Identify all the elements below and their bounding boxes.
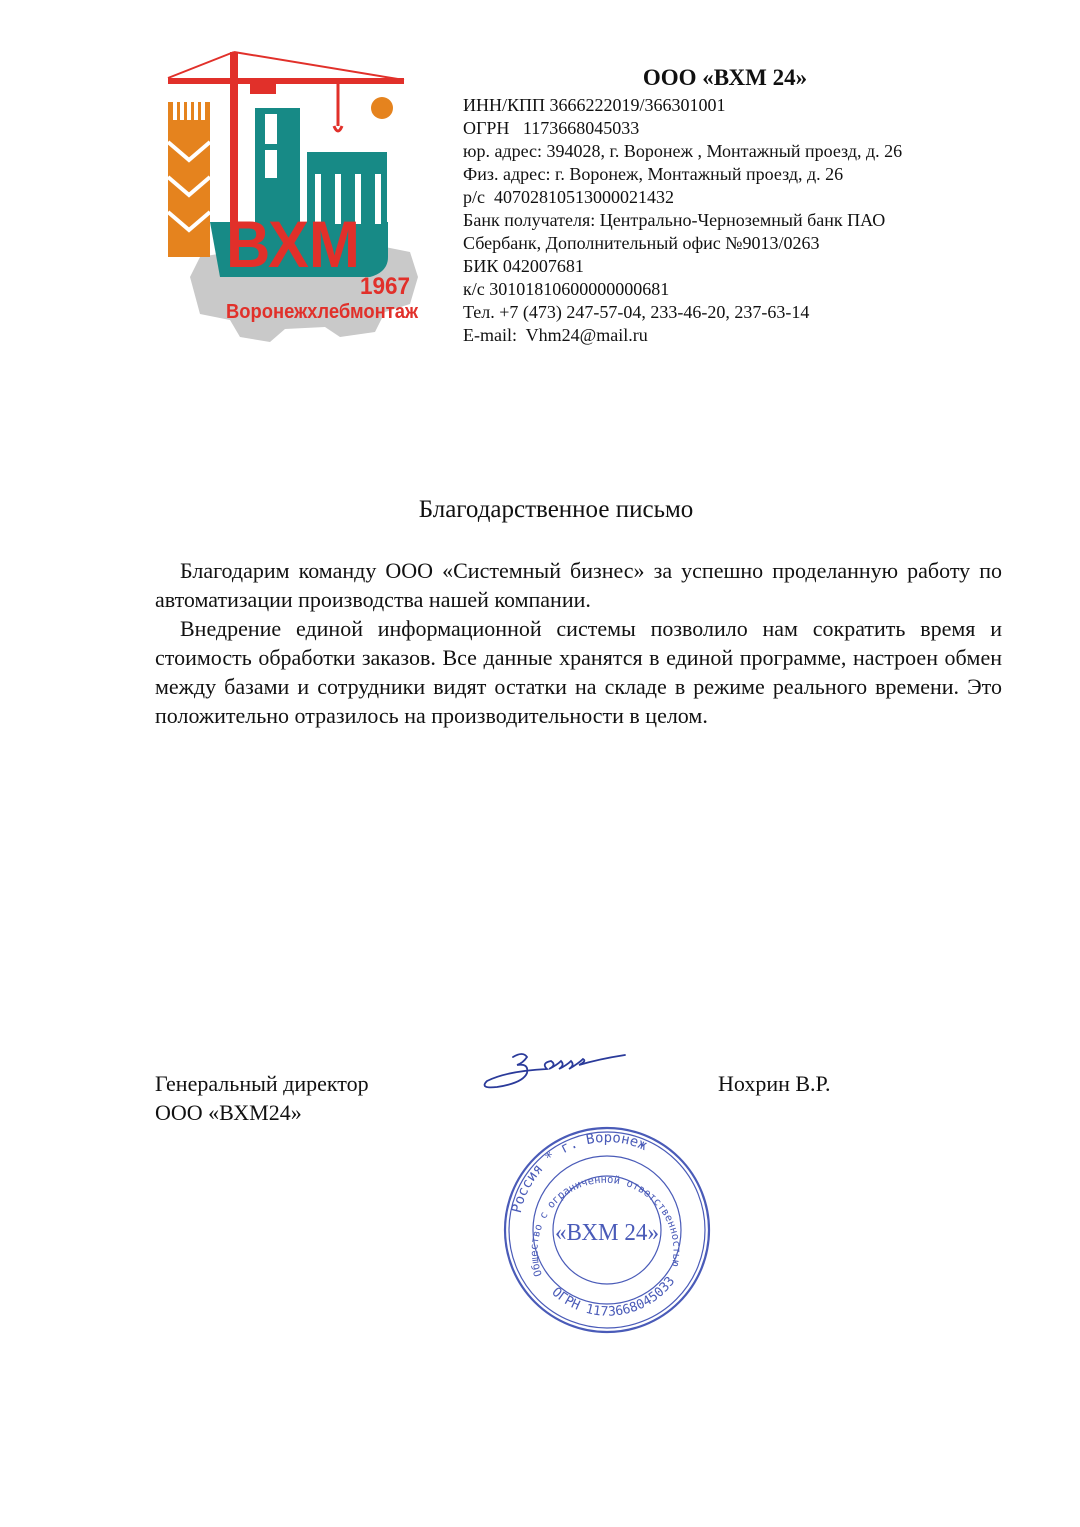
stamp-center-text: «ВХМ 24» (555, 1220, 659, 1246)
handwritten-signature (483, 1045, 638, 1095)
company-requisites (463, 94, 902, 347)
requisite-physical-address: Физ. адрес: г. Воронеж, Монтажный проезд, д. 26 (463, 164, 844, 184)
stamp-bottom-text: ОГРН 1173668045033 (548, 1274, 679, 1320)
requisite-bank-office: Сбербанк, Дополнительный офис №9013/0263 (463, 233, 820, 253)
signer-company: ООО «ВХМ24» (155, 1100, 302, 1125)
requisite-inn: ИНН/КПП 3666222019/366301001 (463, 95, 726, 115)
signer-title: Генеральный директор (155, 1071, 369, 1096)
letter-paragraph: Благодарим команду ООО «Системный бизнес» за успешно проделанную работу по автоматизации производства нашей компании. (155, 558, 1002, 612)
letter-title: Благодарственное письмо (418, 496, 694, 523)
requisite-ogrn: ОГРН 1173668045033 (463, 118, 640, 138)
signer-position (155, 1069, 369, 1127)
logo-abbr: ВХМ (226, 207, 360, 281)
letter-body (155, 556, 1002, 730)
letter-paragraph: Внедрение единой информационной системы позволило нам сократить время и стоимость обработки заказов. Все данные хранятся в единой программе, настроен обмен между базами и сотрудники видят остатки на складе в режиме реального времени. Это положительно отразилось на производительности в целом. (155, 616, 1002, 728)
requisite-bik: БИК 042007681 (463, 256, 584, 276)
requisite-legal-address: юр. адрес: 394028, г. Воронеж , Монтажный проезд, д. 26 (463, 141, 903, 161)
company-title: ООО «ВХМ 24» (642, 65, 808, 90)
requisite-phone: Тел. +7 (473) 247-57-04, 233-46-20, 237-63-14 (463, 302, 810, 322)
requisite-account: р/с 40702810513000021432 (463, 187, 674, 207)
company-stamp (497, 1125, 712, 1335)
sun-icon (371, 97, 393, 119)
signer-name: Нохрин В.Р. (718, 1071, 831, 1096)
stamp-inner-text: Общество с ограниченной ответственностью (528, 1173, 683, 1278)
stamp-outer-text: Россия * г. Воронеж (508, 1129, 650, 1215)
logo-year: 1967 (360, 273, 410, 300)
wheat-icon (168, 90, 210, 257)
requisite-email: E-mail: Vhm24@mail.ru (463, 325, 648, 345)
company-logo (160, 42, 430, 347)
logo-name: Воронежхлебмонтаж (226, 301, 419, 323)
requisite-corr-account: к/с 30101810600000000681 (463, 279, 670, 299)
requisite-bank: Банк получателя: Центрально-Черноземный банк ПАО (463, 210, 886, 230)
